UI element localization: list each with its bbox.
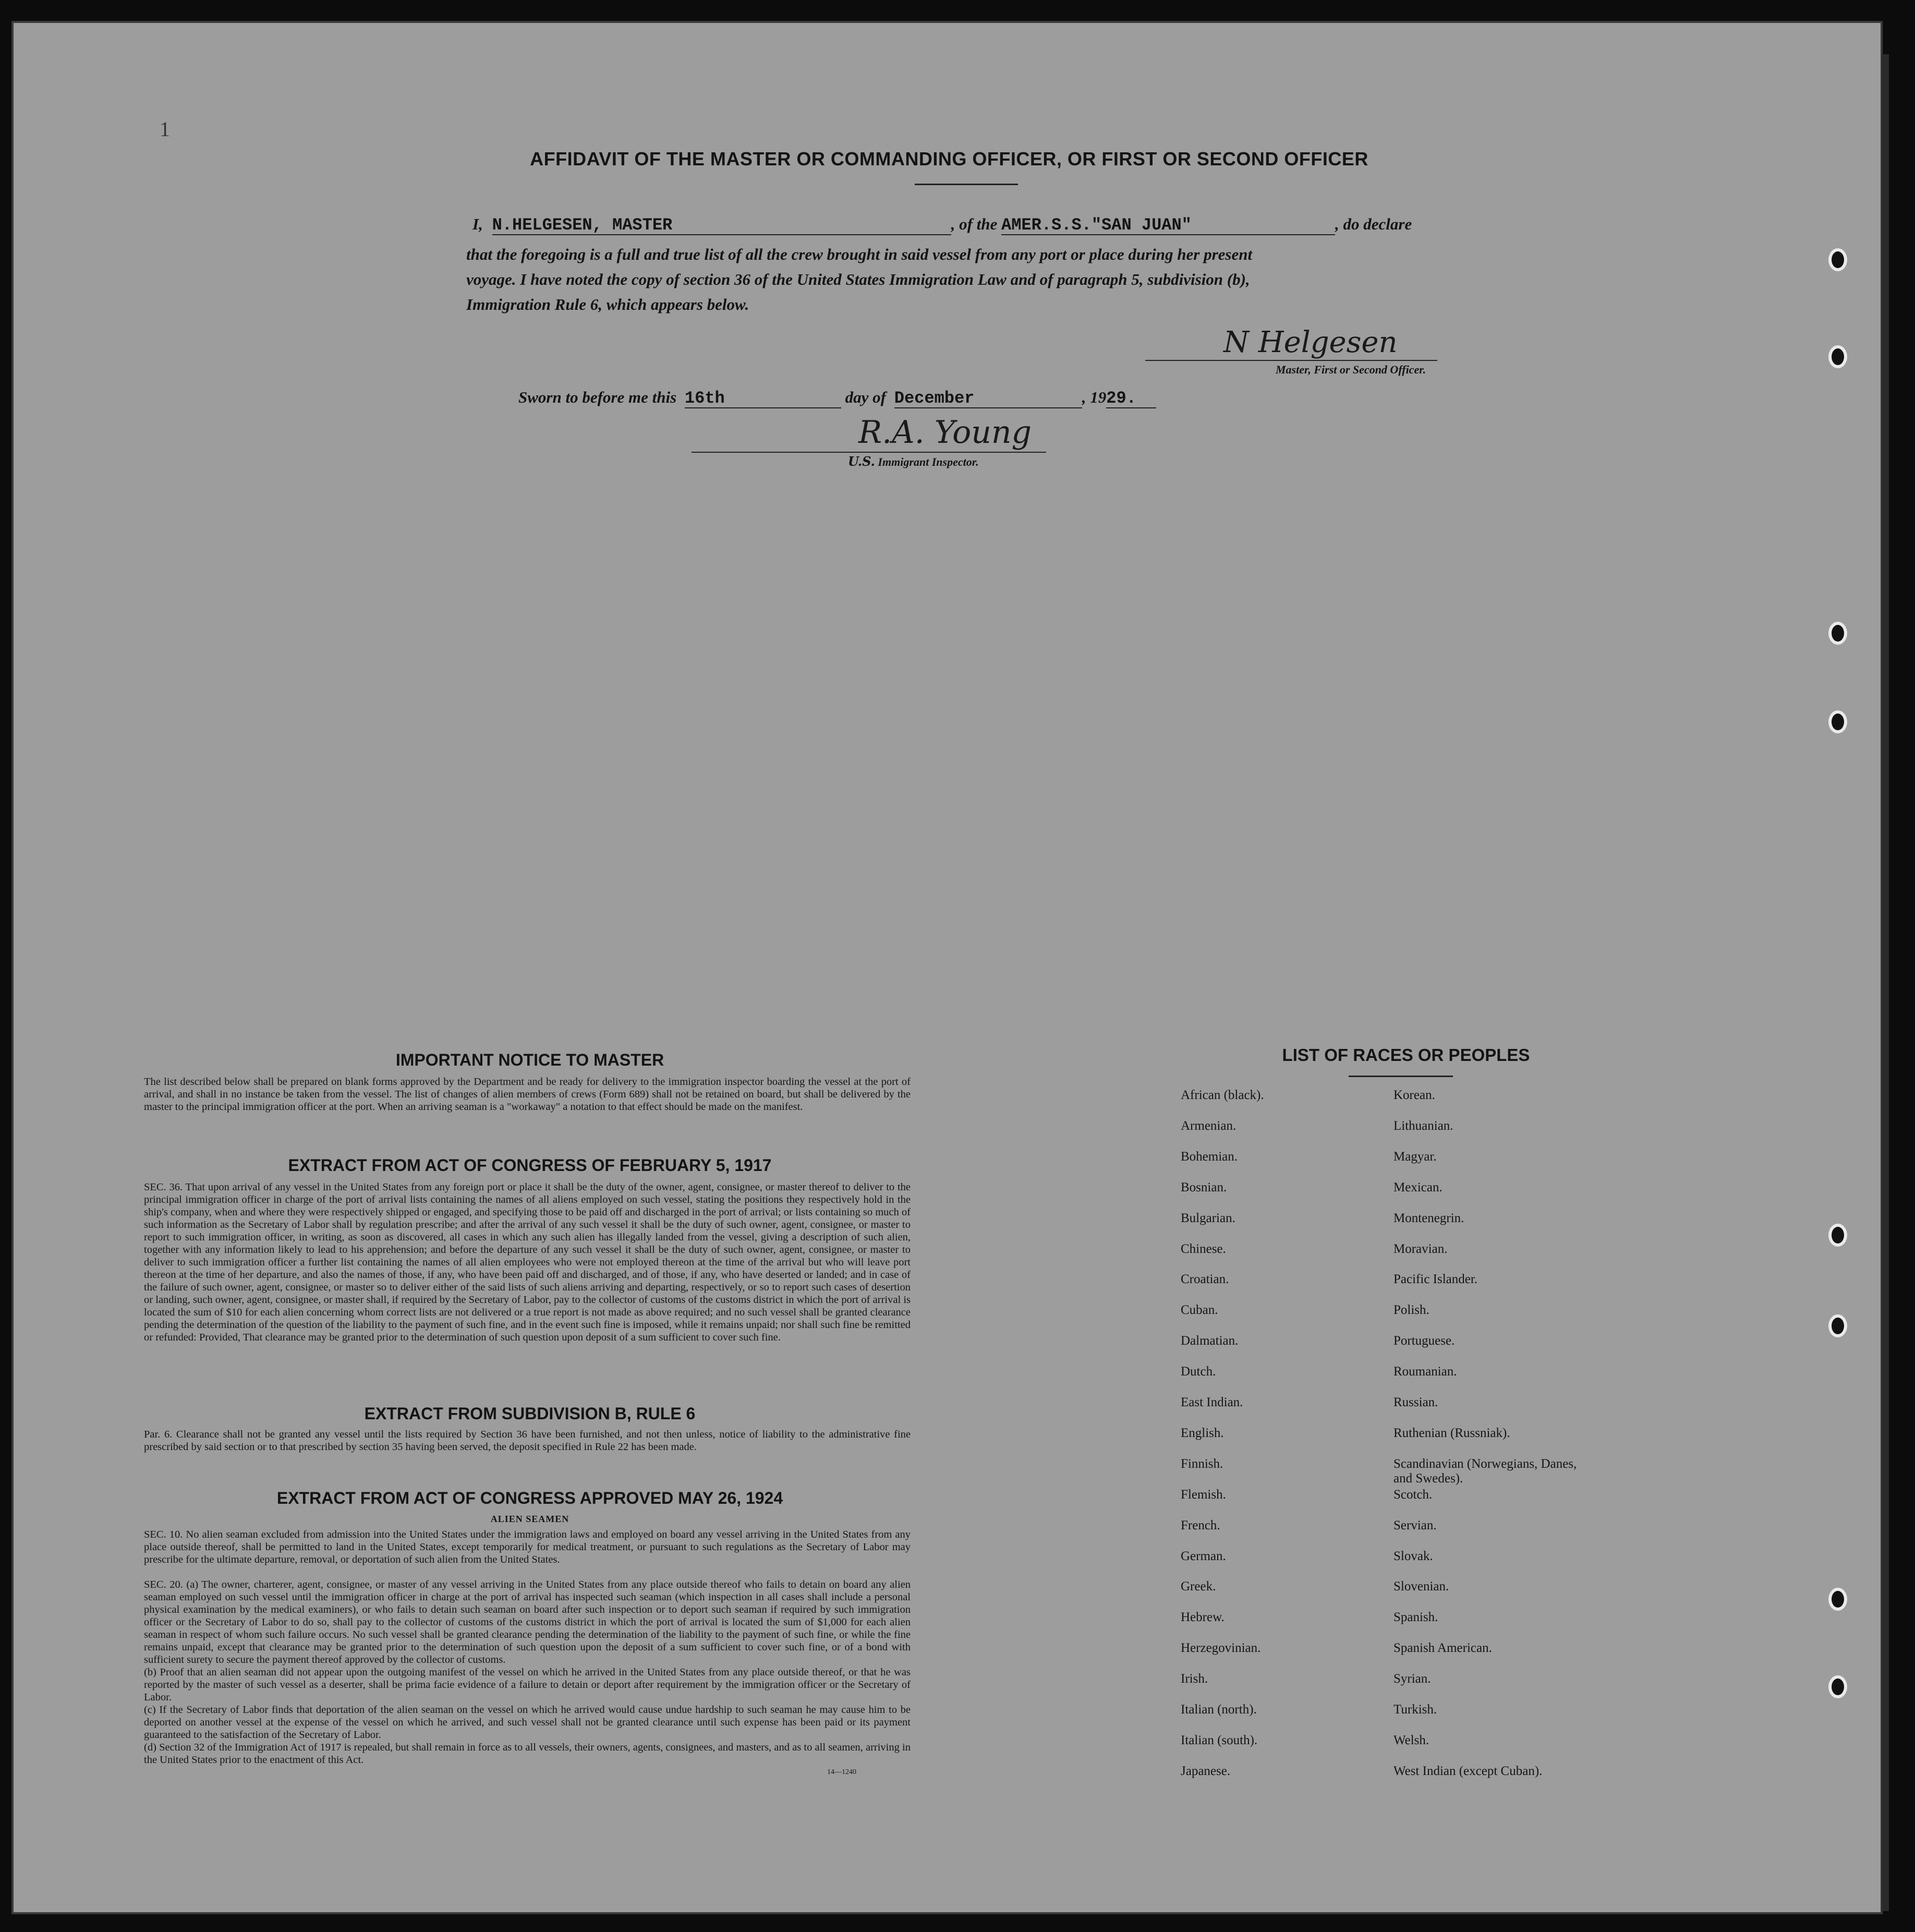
race-item: Hebrew.	[1181, 1610, 1225, 1624]
race-item: German.	[1181, 1549, 1226, 1563]
race-item: Montenegrin.	[1393, 1211, 1464, 1225]
extract-1924-sec20a: SEC. 20. (a) The owner, charterer, agent, consignee, or master of any vessel arriving in the United States from any place outside thereof who fails to detain on board any alien seaman employed on such vessel until the immigration officer in charge at the port of arrival has inspected such seaman (which inspection in all cases shall include a personal physical examination by the medical examiners), or who fails to detain such seaman on board after such inspection or to deport such seaman if required by such immigration officer or the Secretary of Labor to do so, shall pay to the collector of customs of the customs district in which the port of arrival is located the sum of $1,000 for each alien seaman in respect of whom such failure occurs. No such vessel shall be granted clearance pending the determination of the liability to the payment of such fine, or while the fine remains unpaid, except that clearance may be granted prior to the determination of such question upon the deposit of a sum sufficient to cover such fine, or of a bond with sufficient surety to secure the payment thereof approved by the collector of customs.	[144, 1579, 911, 1665]
race-item: Welsh.	[1393, 1733, 1429, 1747]
extract-1924-heading: EXTRACT FROM ACT OF CONGRESS APPROVED MAY 26, 1924	[276, 1489, 783, 1507]
race-item: Croatian.	[1181, 1272, 1229, 1286]
master-name-field: N.HELGESEN, MASTER	[492, 216, 951, 235]
title-divider	[915, 184, 1018, 185]
race-item: Polish.	[1393, 1303, 1429, 1317]
race-item: Slovak.	[1393, 1549, 1433, 1563]
race-item: Bosnian.	[1181, 1180, 1227, 1194]
race-item: Herzegovinian.	[1181, 1641, 1261, 1655]
race-item: Korean.	[1393, 1088, 1435, 1102]
race-item: West Indian (except Cuban).	[1393, 1764, 1543, 1778]
race-item: Spanish American.	[1393, 1641, 1492, 1655]
race-item: Dutch.	[1181, 1365, 1216, 1379]
race-item: Turkish.	[1393, 1702, 1437, 1717]
race-item: English.	[1181, 1426, 1224, 1440]
race-item: Bohemian.	[1181, 1150, 1238, 1164]
declaration-prefix: I,	[472, 215, 483, 233]
race-item: Irish.	[1181, 1672, 1208, 1686]
declaration-line-2: that the foregoing is a full and true list of all the crew brought in said vessel from any port or place during her present	[466, 245, 1253, 263]
extract-1917-text: SEC. 36. That upon arrival of any vessel in the United States from any foreign port or place it shall be the duty of the owner, agent, consignee, or master thereof to deliver to the principal immigration officer in charge of the port of arrival lists containing the names of all aliens employed on such vessel, stating the positions they respectively hold in the ship's company, when and where they were respectively shipped or engaged, and specifying those to be paid off and discharged in the port of arrival; or lists containing so much of such information as the Secretary of Labor shall by regulation prescribe; and after the arrival of any such vessel it shall be the duty of such owner, agent, consignee, or master to report to such immigration officer, in writing, as soon as discovered, all cases in which any such alien has illegally landed from the vessel, giving a description of such alien, together with any information likely to lead to his apprehension; and before the departure of any such vessel it shall be the duty of such owner, agent, consignee, or master to deliver to such immigration officer a further list containing the names of all alien employees who were not employed thereon at the time of the arrival but who will leave port thereon at the time of her departure, and also the names of those, if any, who have been paid off and discharged, and of those, if any, who have deserted or landed; and in case of the failure of such owner, agent, consignee, or master so to deliver either of the said lists of such aliens arriving and departing, respectively, or so to report such cases of desertion or landing, such owner, agent, consignee, or master shall, if required by the Secretary of Labor, pay to the collector of customs of the customs district in which the port of arrival is located the sum of $10 for each alien concerning whom correct lists are not delivered or a true report is not made as above required; and no such vessel shall be granted clearance pending the determination of the question of the liability to the payment of such fine, and in the event such fine is imposed, while it remains unpaid; nor shall such fine be remitted or refunded: Provided, That clearance may be granted prior to the determination of such question upon deposit of a sum sufficient to cover such fine.	[144, 1181, 911, 1343]
inspector-prefix: U.S.	[848, 454, 875, 469]
race-item: Scotch.	[1393, 1488, 1433, 1502]
race-item: Italian (south).	[1181, 1733, 1258, 1747]
page-number: 1	[160, 117, 170, 141]
race-item: Lithuanian.	[1393, 1119, 1453, 1133]
master-signature-line	[1145, 360, 1437, 361]
race-item: Dalmatian.	[1181, 1334, 1239, 1348]
binder-hole	[1828, 1224, 1847, 1247]
alien-seamen-subheading: ALIEN SEAMEN	[490, 1514, 569, 1524]
declaration-line-1	[472, 215, 1516, 235]
page-edge	[1882, 54, 1889, 1911]
declaration-line-3: voyage. I have noted the copy of section 36 of the United States Immigration Law and of paragraph 5, subdivision (b),	[466, 270, 1250, 288]
race-item: Mexican.	[1393, 1180, 1443, 1194]
extract-1924-sec20d: (d) Section 32 of the Immigration Act of 1917 is repealed, but shall remain in force as to all vessels, their owners, agents, consignees, and masters, and as to all seamen, arriving in the United States prior to the enactment of this Act.	[144, 1742, 911, 1766]
notice-heading: IMPORTANT NOTICE TO MASTER	[395, 1050, 664, 1069]
races-divider	[1349, 1076, 1453, 1077]
binder-hole	[1828, 1588, 1847, 1611]
binder-hole	[1828, 622, 1847, 645]
inspector-signature-line	[692, 452, 1046, 453]
declaration-line-4: Immigration Rule 6, which appears below.	[466, 295, 749, 313]
sworn-day-field: 16th	[685, 389, 841, 408]
master-signature: N Helgesen	[1223, 325, 1398, 359]
extract-1917-heading: EXTRACT FROM ACT OF CONGRESS OF FEBRUARY 5, 1917	[288, 1156, 772, 1175]
sworn-month-field: December	[894, 389, 1082, 408]
extract-1924-sec20b: (b) Proof that an alien seaman did not appear upon the outgoing manifest of the vessel on which he arrived in the United States from any place outside thereof, or that he was reported by the master of such vessel as a deserter, shall be prima facie evidence of a failure to detain or deport after requirement by the immigration officer or the Secretary of Labor.	[144, 1667, 911, 1703]
race-item: Pacific Islander.	[1393, 1272, 1478, 1286]
sworn-label: Sworn to before me this	[518, 388, 677, 406]
races-heading: LIST OF RACES OR PEOPLES	[1282, 1045, 1530, 1065]
race-item: Flemish.	[1181, 1488, 1226, 1502]
form-number: 14—1240	[827, 1768, 856, 1776]
race-item: Moravian.	[1393, 1242, 1448, 1256]
race-item: Chinese.	[1181, 1242, 1226, 1256]
day-of-text: day of	[845, 388, 886, 406]
affidavit-title: AFFIDAVIT OF THE MASTER OR COMMANDING OFFICER, OR FIRST OR SECOND OFFICER	[530, 148, 1368, 170]
year-prefix: , 19	[1082, 388, 1107, 406]
binder-hole	[1828, 1675, 1847, 1698]
of-the-text: , of the	[951, 215, 998, 233]
race-item: Roumanian.	[1393, 1365, 1457, 1379]
notice-text: The list described below shall be prepared on blank forms approved by the Department and be ready for delivery to the immigration inspector boarding the vessel at the port of arrival, and shall in no instance be taken from the vessel. The list of changes of alien members of crews (Form 689) shall not be retained on board, but shall be delivered by the master to the principal immigration officer at the port. When an arriving seaman is a "workaway" a notation to that effect should be made on the manifest.	[144, 1076, 911, 1113]
sworn-year-field: 29.	[1106, 389, 1156, 408]
race-item: Portuguese.	[1393, 1334, 1455, 1348]
race-item: Slovenian.	[1393, 1579, 1449, 1593]
inspector-signature: R.A. Young	[858, 414, 1032, 451]
race-item: East Indian.	[1181, 1395, 1243, 1409]
race-item: Cuban.	[1181, 1303, 1218, 1317]
race-item: Japanese.	[1181, 1764, 1231, 1778]
document-page	[11, 21, 1883, 1914]
inspector-caption: Immigrant Inspector.	[878, 455, 979, 468]
master-caption: Master, First or Second Officer.	[1276, 363, 1426, 376]
race-item: Italian (north).	[1181, 1702, 1257, 1717]
race-item: African (black).	[1181, 1088, 1264, 1102]
race-item: Greek.	[1181, 1579, 1216, 1593]
race-item: Magyar.	[1393, 1150, 1437, 1164]
race-item: Syrian.	[1393, 1672, 1431, 1686]
extract-rule6-text: Par. 6. Clearance shall not be granted any vessel until the lists required by Section 36 have been furnished, and not then unless, notice of liability to the administrative fine prescribed by said section or to that prescribed by section 35 having been served, the deposit specified in Rule 22 has been made.	[144, 1429, 911, 1453]
sworn-line	[518, 388, 1156, 408]
race-item: Servian.	[1393, 1518, 1437, 1532]
race-item: Finnish.	[1181, 1457, 1223, 1471]
race-item: Ruthenian (Russniak).	[1393, 1426, 1510, 1440]
extract-1924-sec20c: (c) If the Secretary of Labor finds that deportation of the alien seaman on the vessel on which he arrived would cause undue hardship to such seaman he may cause him to be deported on another vessel at the expense of the vessel on which he arrived, and such vessel shall not be granted clearance until such expense has been paid or its payment guaranteed to the satisfaction of the Secretary of Labor.	[144, 1704, 911, 1741]
extract-rule6-heading: EXTRACT FROM SUBDIVISION B, RULE 6	[364, 1404, 696, 1423]
binder-hole	[1828, 1314, 1847, 1337]
binder-hole	[1828, 248, 1847, 271]
vessel-name-field: AMER.S.S."SAN JUAN"	[1001, 216, 1335, 235]
race-item: Spanish.	[1393, 1610, 1438, 1624]
inspector-caption-line	[848, 454, 979, 469]
binder-hole	[1828, 345, 1847, 368]
race-item: Armenian.	[1181, 1119, 1237, 1133]
binder-hole	[1828, 710, 1847, 733]
do-declare-text: , do declare	[1335, 215, 1412, 233]
race-item: Bulgarian.	[1181, 1211, 1235, 1225]
extract-1924-sec10: SEC. 10. No alien seaman excluded from admission into the United States under the immigration laws and employed on board any vessel arriving in the United States from any place outside thereof, shall be permitted to land in the United States, except temporarily for medical treatment, or pursuant to such regulations as the Secretary of Labor may prescribe for the ultimate departure, removal, or deportation of such alien from the United States.	[144, 1529, 911, 1565]
race-item: Russian.	[1393, 1395, 1438, 1409]
race-item: Scandinavian (Norwegians, Danes, and Swedes).	[1393, 1457, 1577, 1486]
race-item: French.	[1181, 1518, 1220, 1532]
